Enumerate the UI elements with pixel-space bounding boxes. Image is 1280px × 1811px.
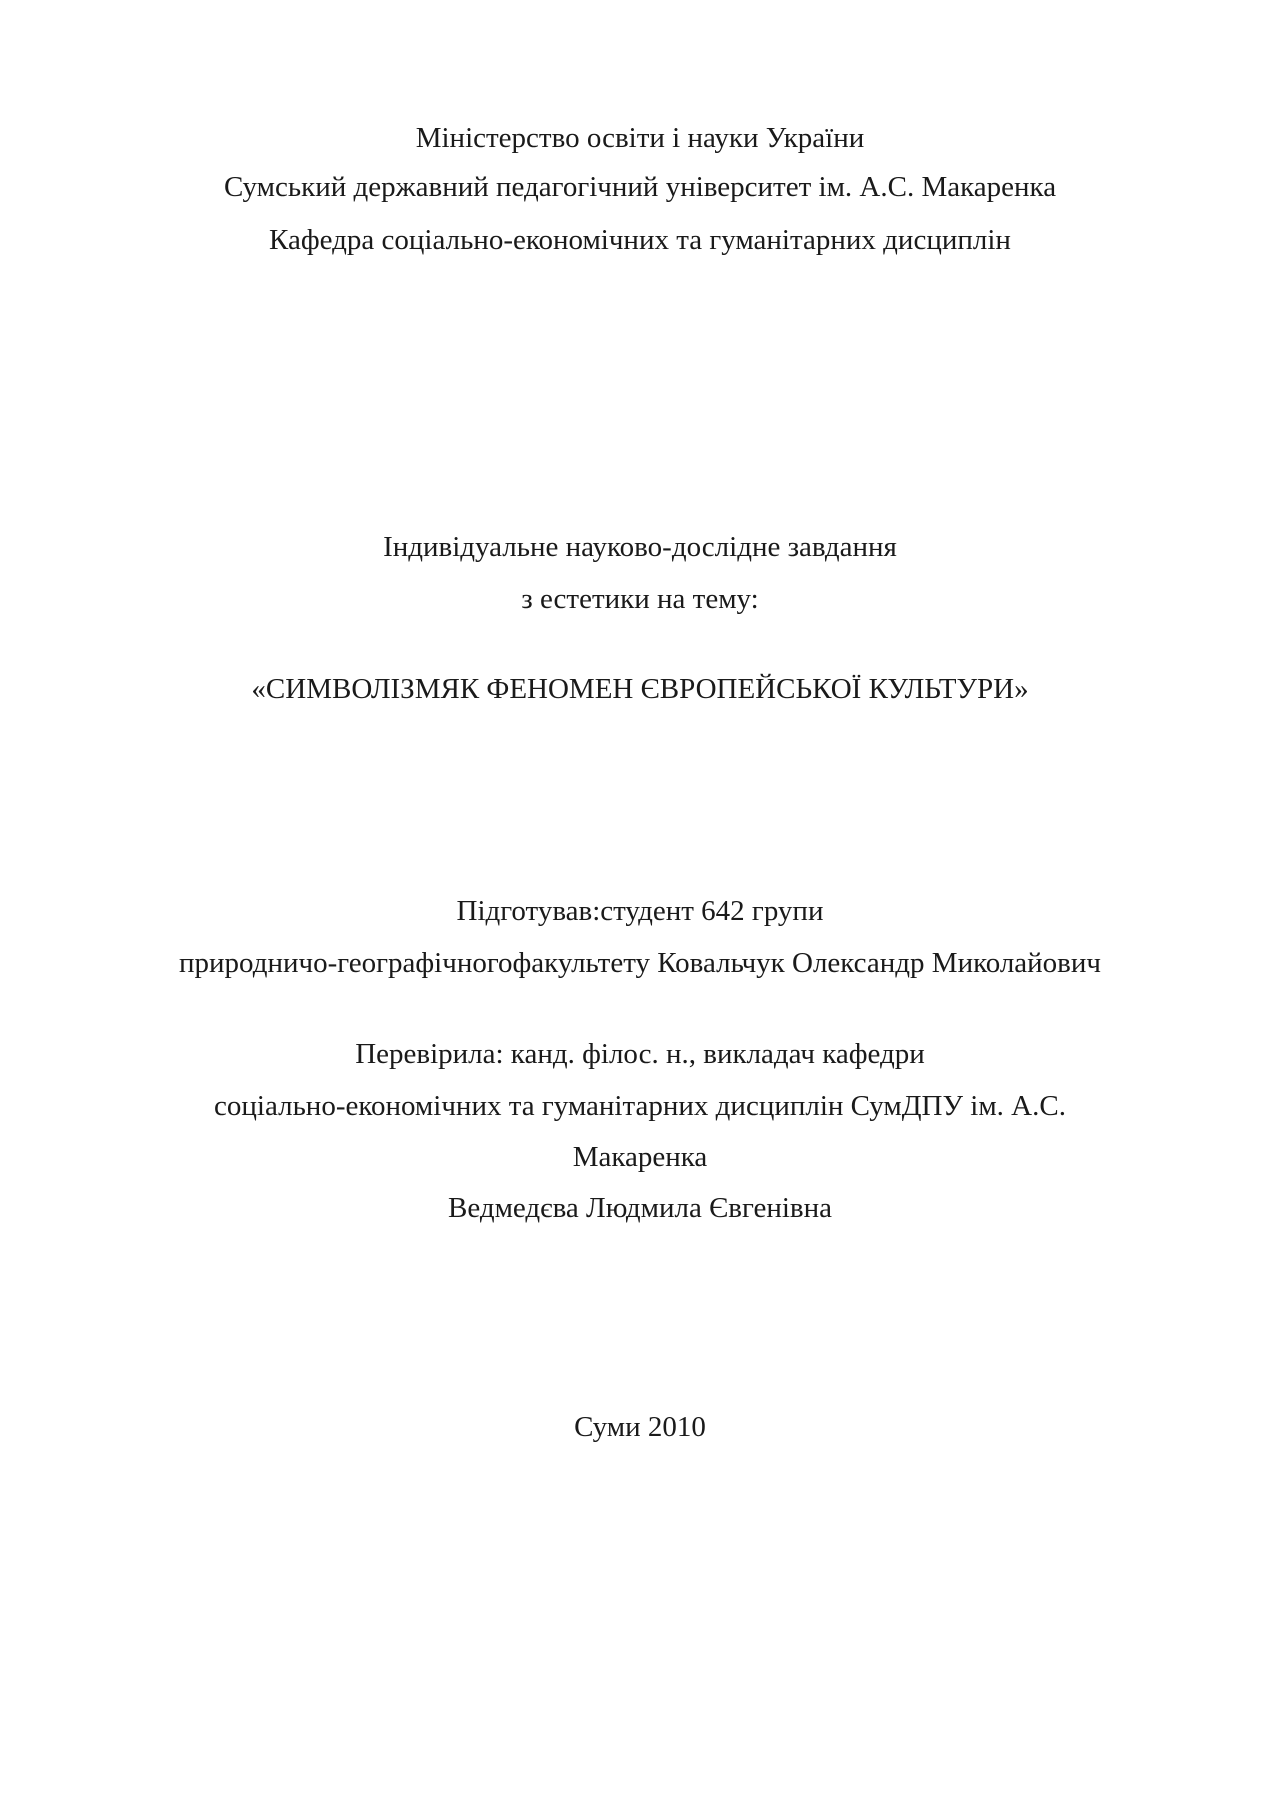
- author-line-1: Підготував:студент 642 групи: [456, 895, 824, 927]
- reviewer-line-2: соціально-економічних та гуманітарних дисциплін СумДПУ ім. А.С.: [214, 1090, 1066, 1122]
- document-title: «СИМВОЛІЗМЯК ФЕНОМЕН ЄВРОПЕЙСЬКОЇ КУЛЬТУРИ»: [251, 673, 1029, 705]
- assignment-subject: з естетики на тему:: [521, 583, 759, 615]
- university-line: Сумський державний педагогічний університет ім. А.С. Макаренка: [223, 171, 1057, 203]
- reviewer-name: Ведмедєва Людмила Євгенівна: [447, 1192, 833, 1224]
- ministry-line: Міністерство освіти і науки України: [415, 122, 865, 154]
- assignment-type: Індивідуальне науково-дослідне завдання: [383, 531, 897, 563]
- reviewer-line-3: Макаренка: [572, 1141, 708, 1173]
- author-line-2: природничо-географічногофакультету Ковальчук Олександр Миколайович: [179, 947, 1101, 979]
- city-year: Суми 2010: [574, 1411, 706, 1443]
- department-line: Кафедра соціально-економічних та гуманітарних дисциплін: [269, 224, 1011, 256]
- reviewer-line-1: Перевірила: канд. філос. н., викладач кафедри: [355, 1038, 925, 1070]
